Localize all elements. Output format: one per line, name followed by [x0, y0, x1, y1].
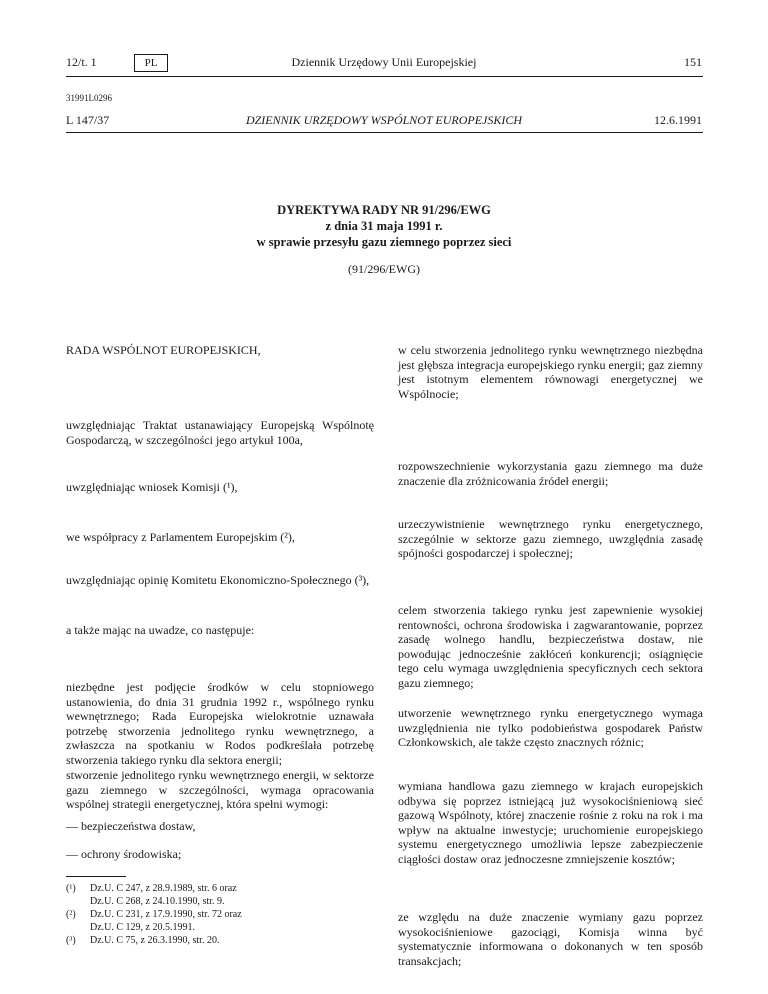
footnote-text: Dz.U. C 75, z 26.3.1990, str. 20. — [90, 935, 220, 946]
recital-integration: w celu stworzenia jednolitego rynku wewnętrznego niezbędna jest głębsza integracja europejskiego rynku energii; gaz ziemny jest istotnym elementem równowagi energetycznej we Wspólnocie; — [398, 343, 703, 401]
recital-treaty: uwzględniając Traktat ustanawiający Europejską Wspólnotę Gospodarczą, w szczególności jego artykuł 100a, — [66, 418, 374, 447]
preamble-council: RADA WSPÓLNOT EUROPEJSKICH, — [66, 343, 261, 357]
celex-number: 31991L0296 — [66, 93, 112, 103]
subheader-rule — [66, 132, 703, 133]
footnote-mark: (¹) — [66, 883, 76, 894]
recital-whereas: a także mając na uwadze, co następuje: — [66, 623, 255, 637]
header-rule — [66, 76, 703, 77]
recital-objectives: celem stworzenia takiego rynku jest zapewnienie wysokiej rentowności, ochrona środowiska i zagwarantowanie, poprzez zasadę wolnego handlu, bezpieczeństwa dostaw, nie powodując jednocześnie zakłóceń konkurencji; osiągnięcie tego celu wymaga uwzględnienia specyficznych cech sektora gazu ziemnego; — [398, 603, 703, 690]
footnote-mark: (³) — [66, 935, 76, 946]
footnote-1 — [66, 882, 237, 908]
footnote-text: Dz.U. C 247, z 28.9.1989, str. 6 oraz — [90, 883, 237, 894]
footnote-mark: (²) — [66, 909, 76, 920]
footnote-text: Dz.U. C 129, z 20.5.1991. — [90, 922, 195, 934]
publication-date: 12.6.1991 — [654, 113, 702, 127]
journal-title: Dziennik Urzędowy Unii Europejskiej — [291, 55, 477, 69]
oj-reference: L 147/37 — [66, 113, 110, 127]
recital-parliament: we współpracy z Parlamentem Europejskim (²), — [66, 530, 295, 544]
directive-title: DYREKTYWA RADY NR 91/296/EWG — [277, 203, 491, 217]
footnote-3 — [66, 934, 219, 947]
list-item-environment: — ochrony środowiska; — [66, 847, 182, 861]
recital-commission-info: ze względu na duże znaczenie wymiany gazu poprzez wysokociśnieniowe gazociągi, Komisja winna być systematycznie informowana o dokonanych w ten sposób transakcjach; — [398, 910, 703, 968]
list-item-supply-security: — bezpieczeństwa dostaw, — [66, 819, 196, 833]
recital-commission: uwzględniając wniosek Komisji (¹), — [66, 480, 238, 494]
language-badge: PL — [134, 54, 168, 72]
directive-code: (91/296/EWG) — [348, 262, 420, 276]
recital-diversification: rozpowszechnienie wykorzystania gazu ziemnego ma duże znaczenie dla zróżnicowania źródeł energii; — [398, 459, 703, 488]
recital-trade-network: wymiana handlowa gazu ziemnego w krajach europejskich odbywa się poprzez istniejącą już wysokociśnieniową sieć gazową Wspólnoty, której znaczenie rośnie z roku na rok i ma wpływ na aktualne inwestycje; uruchomienie europejskiego systemu energetycznego umożliwia lepsze zabezpieczenie ciągłości dostaw oraz jednoczesne zmniejszenie kosztów; — [398, 779, 703, 866]
page-number: 151 — [684, 55, 702, 69]
recital-energy-market: stworzenie jednolitego rynku wewnętrznego energii, w sektorze gazu ziemnego w szczególności, wymaga opracowania wspólnej strategii energetycznej, która spełni wymogi: — [66, 768, 374, 812]
footnote-rule — [66, 876, 126, 877]
footnote-text: Dz.U. C 231, z 17.9.1990, str. 72 oraz — [90, 909, 242, 920]
recital-cohesion: urzeczywistnienie wewnętrznego rynku energetycznego, szczególnie w sektorze gazu ziemnego, uwzględnia zasadę spójności gospodarczej i społecznej; — [398, 517, 703, 561]
footnote-2 — [66, 908, 242, 934]
recital-committee: uwzględniając opinię Komitetu Ekonomiczno-Społecznego (³), — [66, 573, 370, 587]
recital-differences: utworzenie wewnętrznego rynku energetycznego wymaga uwzględnienia nie tylko podobieństwa gospodarek Państw Członkowskich, ale także często znacznych różnic; — [398, 706, 703, 750]
recital-single-market: niezbędne jest podjęcie środków w celu stopniowego ustanowienia, do dnia 31 grudnia 1992 r., wspólnego rynku wewnętrznego; Rada Europejska wielokrotnie uznawała potrzebę stworzenia jednolitego rynku wewnętrznego, a zwłaszcza na spotkaniu w Rodos podkreślała potrzebę stworzenia takiego rynku dla sektora energii; — [66, 680, 374, 767]
directive-date: z dnia 31 maja 1991 r. — [325, 219, 443, 233]
volume-number: 12/t. 1 — [66, 55, 97, 69]
original-journal-title: DZIENNIK URZĘDOWY WSPÓLNOT EUROPEJSKICH — [245, 113, 523, 127]
directive-subject: w sprawie przesyłu gazu ziemnego poprzez sieci — [256, 235, 512, 249]
footnote-text: Dz.U. C 268, z 24.10.1990, str. 9. — [90, 896, 225, 908]
